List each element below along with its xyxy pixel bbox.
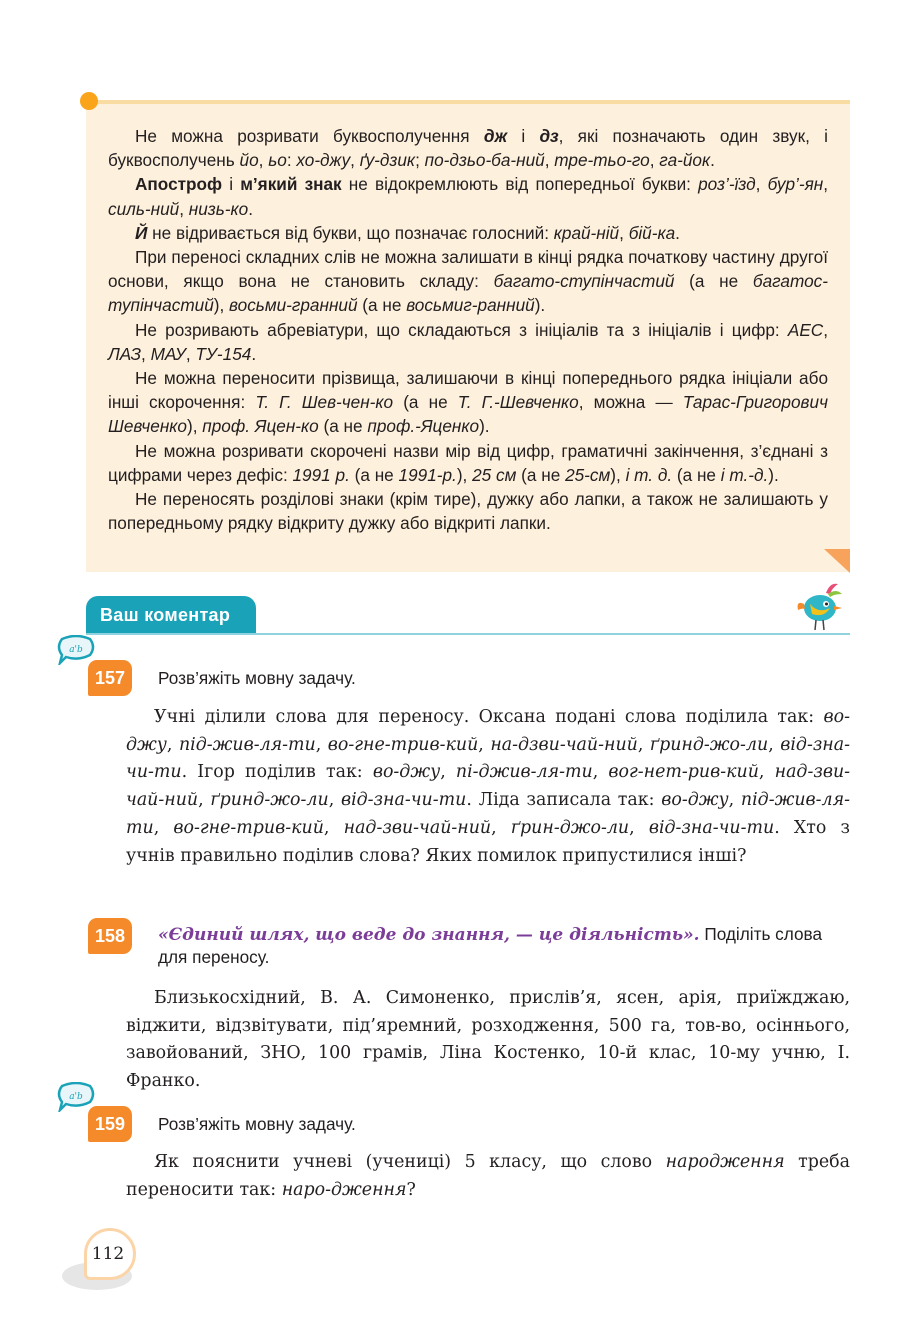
epigraph: «Єдиний шлях, що веде до знання, — це діяльність». xyxy=(158,925,700,945)
rule-paragraph: Не розривають абревіатури, що складаються з ініціалів та з ініціалів і цифр: АЕС, ЛАЗ, МАУ, ТУ-154. xyxy=(108,319,828,364)
corner-triangle-icon xyxy=(824,549,850,573)
task-number-badge: 159 xyxy=(88,1106,132,1142)
rule-paragraph: Не можна переносити прізвища, залишаючи в кінці попереднього рядка ініціали або інші скорочення: Т. Г. Шев-чен-ко (а не Т. Г.-Шевченко, можна — Тарас-Григорович Шевченко), проф. Яцен-ко (а не проф.-Яценко). xyxy=(108,368,828,437)
task-intro: Розв’яжіть мовну задачу. xyxy=(158,1114,356,1134)
rule-paragraph: При переносі складних слів не можна залишати в кінці рядка початкову частину другої основи, якщо вона не становить складу: багато-ступінчастий (а не багатос-тупінчастий), восьми-гранний (а не восьмиг-ранний). xyxy=(108,247,828,316)
task-text: Як пояснити учневі (учениці) 5 класу, що слово народження треба переносити так: наро-дження? xyxy=(126,1152,850,1200)
rule-paragraph: Й не відривається від букви, що позначає голосний: край-ній, бій-ка. xyxy=(135,222,680,243)
task-intro: «Єдиний шлях, що веде до знання, — це діяльність». Поділіть слова для переносу. xyxy=(158,924,823,967)
divider xyxy=(86,633,850,635)
bird-icon xyxy=(796,578,850,636)
task-number-badge: 158 xyxy=(88,918,132,954)
rule-paragraph: Не переносять розділові знаки (крім тире), дужку або лапки, а також не залишають у попередньому рядку відкриту дужку або відкриті лапки. xyxy=(108,489,828,534)
page-number: 112 xyxy=(91,1244,125,1264)
task-text: Учні ділили слова для переносу. Оксана подані слова поділила так: во-джу, під-жив-ля-ти, во-гне-трив-кий, на-дзви-чай-ний, ґринд-жо-ли, від-зна-чи-ти. Ігор поділив так: во-джу, пі-джив-ля-ти, вог-нет-рив-кий, над-зви-чай-ний, ґринд-жо-ли, від-зна-чи-ти. Ліда записала так: во-джу, під-жив-ля-ти, во-гне-трив-кий, над-зви-чай-ний, ґрин-джо-ли, від-зна-чи-ти. Хто з учнів правильно поділив слова? Яких помилок припустилися інші? xyxy=(126,707,851,866)
rule-marker-icon xyxy=(80,92,98,110)
task-number-badge: 157 xyxy=(88,660,132,696)
comment-tab xyxy=(86,596,256,634)
speech-bubble-icon xyxy=(56,635,96,665)
svg-text:a'b: a'b xyxy=(69,645,83,655)
svg-text:a'b: a'b xyxy=(69,1092,83,1102)
comment-label: Ваш коментар xyxy=(100,605,231,625)
task-text: Близькосхідний, В. А. Симоненко, прислів’я, ясен, арія, приїжджаю, віджити, відзвітувати, під’яремний, розходження, 500 га, тов-во, осіннього, завойований, ЗНО, 100 грамів, Ліна Костенко, 10-й клас, 10-му учню, І. Франко. xyxy=(126,988,850,1092)
rule-paragraph: Не можна розривати буквосполучення дж і дз, які позначають один звук, і буквосполучень йо, ьо: хо-джу, ґу-дзик; по-дзьо-ба-ний, тре-тьо-го, га-йок. xyxy=(108,126,828,171)
task-intro: Розв’яжіть мовну задачу. xyxy=(158,668,356,688)
rules-text xyxy=(108,124,828,535)
rule-paragraph: Апостроф і м’який знак не відокремлюють від попередньої букви: роз’-їзд, бур’-ян, силь-ний, низь-ко. xyxy=(108,174,828,219)
rule-paragraph: Не можна розривати скорочені назви мір від цифр, граматичні закінчення, з’єднані з цифрами через дефіс: 1991 р. (а не 1991-р.), 25 см (а не 25-см), і т. д. (а не і т.-д.). xyxy=(108,440,828,485)
